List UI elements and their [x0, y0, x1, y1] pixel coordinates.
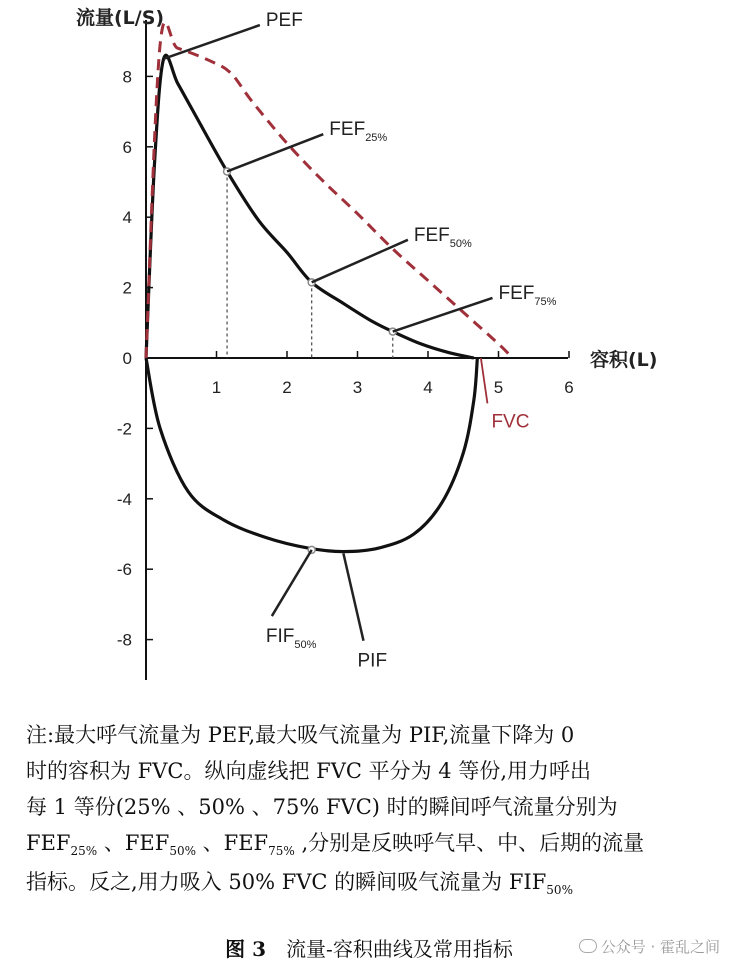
- y-tick-label: 2: [122, 278, 132, 298]
- annotation-leader-line: [312, 240, 408, 283]
- origin-label: 0: [122, 349, 132, 368]
- note-subscript: 50%: [546, 883, 573, 897]
- note-line: [26, 864, 726, 903]
- note-line: [26, 825, 726, 864]
- curves: [146, 22, 513, 552]
- annotation-text: FEF: [498, 282, 535, 304]
- annotation-leader-line: [164, 25, 260, 59]
- annotation-label-pif: [358, 651, 388, 672]
- note-line: 时的容积为 FVC。纵向虚线把 FVC 平分为 4 等份,用力呼出: [26, 759, 592, 783]
- y-tick-label: -6: [116, 560, 132, 580]
- annotation-text: FEF: [413, 224, 450, 246]
- annotation-subscript: 75%: [534, 295, 557, 308]
- annotation-label-fef75: [499, 283, 557, 308]
- note-subscript: 25%: [70, 844, 98, 858]
- annotation-label-fef25: [329, 119, 387, 144]
- y-axis-title: 流量(L/S): [76, 7, 165, 29]
- note-text: 指标。反之,用力吸入 50% FVC 的瞬间吸气流量为 FIF: [26, 870, 547, 894]
- figure-number: 图 3: [225, 937, 267, 961]
- y-tick-label: -8: [116, 630, 132, 650]
- annotation-leader-line: [343, 553, 363, 640]
- annotation-leader-line: [481, 358, 488, 403]
- annotation-label-fif50: [266, 626, 317, 651]
- y-tick-label: -4: [116, 489, 132, 509]
- annotation-text: PIF: [357, 650, 388, 672]
- x-tick-label: 2: [282, 378, 292, 397]
- annotation-text: FIF: [265, 626, 295, 648]
- watermark-text: 公众号 · 霍乱之间: [600, 938, 720, 956]
- note-line: 注:最大呼气流量为 PEF,最大吸气流量为 PIF,流量下降为 0: [26, 723, 575, 747]
- note-subscript: 75%: [268, 844, 295, 858]
- note-text: 、FEF: [97, 831, 170, 855]
- x-tick-label: 1: [211, 378, 222, 397]
- x-tick-label: 3: [352, 378, 363, 397]
- x-tick-label: 4: [423, 378, 433, 397]
- annotation-label-fvc: [491, 411, 529, 432]
- chat-bubble-icon: [579, 939, 597, 953]
- note-subscript: 50%: [169, 844, 196, 858]
- y-tick-label: 8: [122, 67, 132, 87]
- annotation-label-pef: [266, 10, 303, 31]
- y-tick-label: 6: [122, 137, 132, 157]
- note-line: 每 1 等份(25% 、50% 、75% FVC) 时的瞬间呼气流量分别为: [26, 795, 618, 819]
- annotation-subscript: 50%: [294, 639, 317, 652]
- x-tick-label: 6: [564, 378, 574, 397]
- y-tick-label: 4: [122, 208, 132, 228]
- annotation-subscript: 50%: [449, 237, 472, 250]
- note-text: 、FEF: [195, 831, 269, 855]
- expiratory-curve: [146, 55, 474, 358]
- x-axis-title: 容积(L): [590, 349, 658, 371]
- annotation-text: FVC: [491, 411, 530, 433]
- figure-note: [26, 717, 726, 903]
- annotation-label-fef50: [414, 225, 472, 250]
- reference-dashed-curve: [146, 22, 513, 358]
- annotations: [164, 10, 557, 672]
- note-text: FEF: [26, 831, 71, 855]
- x-tick-label: 5: [493, 378, 504, 397]
- fef-guide-lines: [227, 171, 393, 358]
- annotation-subscript: 25%: [365, 132, 388, 145]
- annotation-leader-line: [272, 550, 312, 616]
- note-text: ,分别是反映呼气早、中、后期的流量: [294, 831, 645, 855]
- y-tick-label: -2: [116, 419, 132, 439]
- figure-title: 流量-容积曲线及常用指标: [286, 937, 513, 961]
- annotation-text: FEF: [329, 119, 366, 141]
- annotation-text: PEF: [265, 10, 303, 32]
- watermark: [579, 936, 720, 957]
